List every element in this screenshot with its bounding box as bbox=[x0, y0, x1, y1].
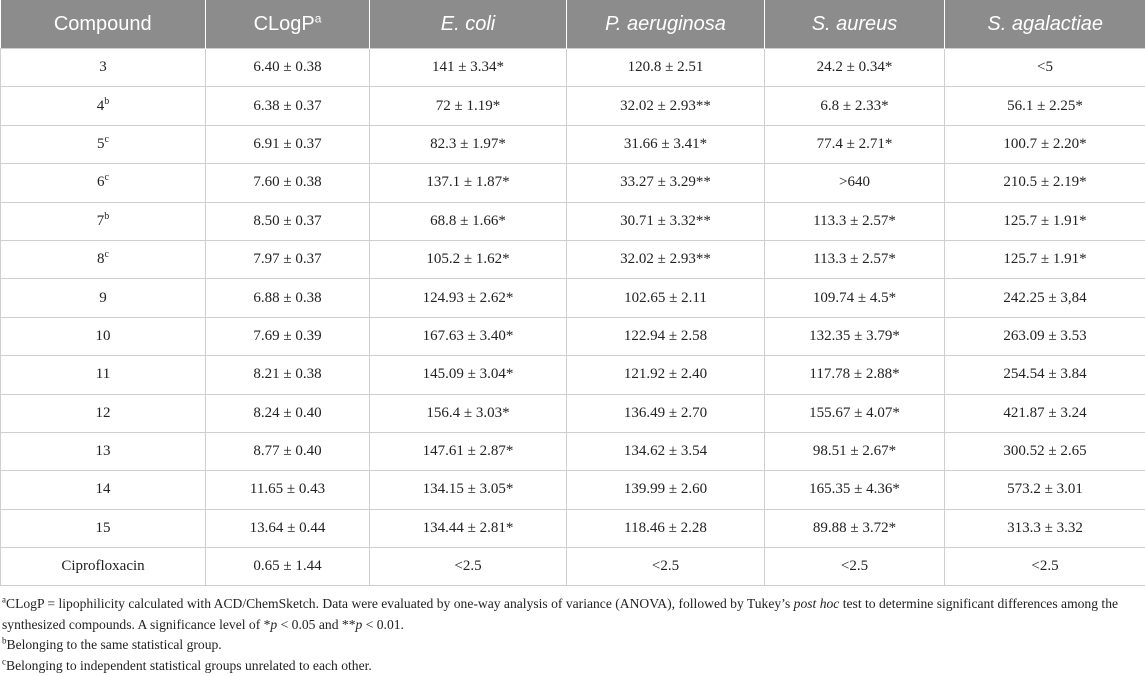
cell-paeruginosa: 31.66 ± 3.41* bbox=[567, 125, 765, 163]
cell-sagalactiae: 125.7 ± 1.91* bbox=[945, 240, 1145, 278]
header-clogp: CLogP$^a$ bbox=[206, 0, 370, 49]
table-row bbox=[1, 509, 1145, 547]
cell-ecoli: 147.61 ± 2.87* bbox=[370, 432, 567, 470]
table-row bbox=[1, 432, 1145, 470]
cell-sagalactiae: 313.3 ± 3.32 bbox=[945, 509, 1145, 547]
table-row bbox=[1, 548, 1145, 586]
cell-paeruginosa: 30.71 ± 3.32** bbox=[567, 202, 765, 240]
cell-ecoli: 141 ± 3.34* bbox=[370, 49, 567, 87]
table-row bbox=[1, 87, 1145, 125]
table-row bbox=[1, 356, 1145, 394]
cell-sagalactiae: <5 bbox=[945, 49, 1145, 87]
header-sagalactiae: S. agalactiae bbox=[945, 0, 1145, 49]
cell-paeruginosa: 134.62 ± 3.54 bbox=[567, 432, 765, 470]
cell-paeruginosa: 32.02 ± 2.93** bbox=[567, 240, 765, 278]
cell-saureus: 98.51 ± 2.67* bbox=[765, 432, 945, 470]
cell-saureus: 77.4 ± 2.71* bbox=[765, 125, 945, 163]
cell-clogp: 6.40 ± 0.38 bbox=[206, 49, 370, 87]
cell-ecoli: 145.09 ± 3.04* bbox=[370, 356, 567, 394]
cell-sagalactiae: 263.09 ± 3.53 bbox=[945, 317, 1145, 355]
cell-clogp: 0.65 ± 1.44 bbox=[206, 548, 370, 586]
cell-saureus: 155.67 ± 4.07* bbox=[765, 394, 945, 432]
cell-clogp: 13.64 ± 0.44 bbox=[206, 509, 370, 547]
cell-sagalactiae: 242.25 ± 3,84 bbox=[945, 279, 1145, 317]
footnote-a: $^a$CLogP = lipophilicity calculated with ACD/ChemSketch. Data were evaluated by one-way analysis of variance (ANOVA), followed by Tukey’s post hoc test to determine significant differences among the synthesized compounds. A significance level of *p < 0.05 and **p < 0.01. bbox=[2, 594, 1143, 635]
cell-ecoli: 124.93 ± 2.62* bbox=[370, 279, 567, 317]
cell-compound: 8$^c$ bbox=[1, 240, 206, 278]
cell-saureus: 113.3 ± 2.57* bbox=[765, 240, 945, 278]
cell-paeruginosa: 122.94 ± 2.58 bbox=[567, 317, 765, 355]
cell-paeruginosa: 118.46 ± 2.28 bbox=[567, 509, 765, 547]
cell-clogp: 7.69 ± 0.39 bbox=[206, 317, 370, 355]
cell-ecoli: <2.5 bbox=[370, 548, 567, 586]
cell-saureus: 109.74 ± 4.5* bbox=[765, 279, 945, 317]
cell-saureus: 132.35 ± 3.79* bbox=[765, 317, 945, 355]
cell-compound: 15 bbox=[1, 509, 206, 547]
cell-compound: 5$^c$ bbox=[1, 125, 206, 163]
header-compound: Compound bbox=[1, 0, 206, 49]
cell-ecoli: 134.15 ± 3.05* bbox=[370, 471, 567, 509]
cell-saureus: <2.5 bbox=[765, 548, 945, 586]
cell-ecoli: 167.63 ± 3.40* bbox=[370, 317, 567, 355]
cell-compound: 3 bbox=[1, 49, 206, 87]
cell-paeruginosa: 120.8 ± 2.51 bbox=[567, 49, 765, 87]
cell-compound: 13 bbox=[1, 432, 206, 470]
cell-compound: Ciprofloxacin bbox=[1, 548, 206, 586]
cell-sagalactiae: 210.5 ± 2.19* bbox=[945, 164, 1145, 202]
table-header-row bbox=[1, 0, 1145, 49]
cell-ecoli: 68.8 ± 1.66* bbox=[370, 202, 567, 240]
table-row bbox=[1, 394, 1145, 432]
table-footnotes bbox=[0, 586, 1145, 676]
table-row bbox=[1, 49, 1145, 87]
cell-compound: 10 bbox=[1, 317, 206, 355]
cell-paeruginosa: 139.99 ± 2.60 bbox=[567, 471, 765, 509]
cell-compound: 9 bbox=[1, 279, 206, 317]
cell-clogp: 6.38 ± 0.37 bbox=[206, 87, 370, 125]
cell-clogp: 7.60 ± 0.38 bbox=[206, 164, 370, 202]
cell-sagalactiae: 254.54 ± 3.84 bbox=[945, 356, 1145, 394]
cell-sagalactiae: 573.2 ± 3.01 bbox=[945, 471, 1145, 509]
table-row bbox=[1, 471, 1145, 509]
cell-ecoli: 105.2 ± 1.62* bbox=[370, 240, 567, 278]
cell-paeruginosa: 121.92 ± 2.40 bbox=[567, 356, 765, 394]
header-paeruginosa: P. aeruginosa bbox=[567, 0, 765, 49]
cell-clogp: 8.50 ± 0.37 bbox=[206, 202, 370, 240]
cell-paeruginosa: 32.02 ± 2.93** bbox=[567, 87, 765, 125]
cell-sagalactiae: 300.52 ± 2.65 bbox=[945, 432, 1145, 470]
cell-sagalactiae: 125.7 ± 1.91* bbox=[945, 202, 1145, 240]
cell-saureus: 113.3 ± 2.57* bbox=[765, 202, 945, 240]
table-row bbox=[1, 240, 1145, 278]
cell-saureus: 117.78 ± 2.88* bbox=[765, 356, 945, 394]
cell-clogp: 6.88 ± 0.38 bbox=[206, 279, 370, 317]
cell-paeruginosa: 136.49 ± 2.70 bbox=[567, 394, 765, 432]
cell-ecoli: 72 ± 1.19* bbox=[370, 87, 567, 125]
cell-compound: 12 bbox=[1, 394, 206, 432]
cell-ecoli: 134.44 ± 2.81* bbox=[370, 509, 567, 547]
cell-paeruginosa: 33.27 ± 3.29** bbox=[567, 164, 765, 202]
cell-compound: 6$^c$ bbox=[1, 164, 206, 202]
header-saureus: S. aureus bbox=[765, 0, 945, 49]
cell-ecoli: 156.4 ± 3.03* bbox=[370, 394, 567, 432]
table-row bbox=[1, 317, 1145, 355]
cell-ecoli: 137.1 ± 1.87* bbox=[370, 164, 567, 202]
cell-saureus: >640 bbox=[765, 164, 945, 202]
cell-clogp: 8.21 ± 0.38 bbox=[206, 356, 370, 394]
cell-sagalactiae: 100.7 ± 2.20* bbox=[945, 125, 1145, 163]
cell-clogp: 6.91 ± 0.37 bbox=[206, 125, 370, 163]
footnote-c: $^c$Belonging to independent statistical groups unrelated to each other. bbox=[2, 656, 1143, 676]
table-row bbox=[1, 279, 1145, 317]
cell-sagalactiae: <2.5 bbox=[945, 548, 1145, 586]
cell-sagalactiae: 56.1 ± 2.25* bbox=[945, 87, 1145, 125]
cell-saureus: 165.35 ± 4.36* bbox=[765, 471, 945, 509]
cell-clogp: 8.24 ± 0.40 bbox=[206, 394, 370, 432]
table-row bbox=[1, 125, 1145, 163]
cell-compound: 7$^b$ bbox=[1, 202, 206, 240]
cell-saureus: 24.2 ± 0.34* bbox=[765, 49, 945, 87]
cell-paeruginosa: <2.5 bbox=[567, 548, 765, 586]
table-body bbox=[1, 49, 1145, 586]
footnote-b: $^b$Belonging to the same statistical group. bbox=[2, 635, 1143, 656]
table-row bbox=[1, 164, 1145, 202]
cell-compound: 4$^b$ bbox=[1, 87, 206, 125]
cell-compound: 11 bbox=[1, 356, 206, 394]
cell-saureus: 89.88 ± 3.72* bbox=[765, 509, 945, 547]
cell-clogp: 7.97 ± 0.37 bbox=[206, 240, 370, 278]
cell-saureus: 6.8 ± 2.33* bbox=[765, 87, 945, 125]
cell-sagalactiae: 421.87 ± 3.24 bbox=[945, 394, 1145, 432]
cell-paeruginosa: 102.65 ± 2.11 bbox=[567, 279, 765, 317]
header-ecoli: E. coli bbox=[370, 0, 567, 49]
cell-clogp: 8.77 ± 0.40 bbox=[206, 432, 370, 470]
cell-ecoli: 82.3 ± 1.97* bbox=[370, 125, 567, 163]
table-row bbox=[1, 202, 1145, 240]
cell-clogp: 11.65 ± 0.43 bbox=[206, 471, 370, 509]
cell-compound: 14 bbox=[1, 471, 206, 509]
